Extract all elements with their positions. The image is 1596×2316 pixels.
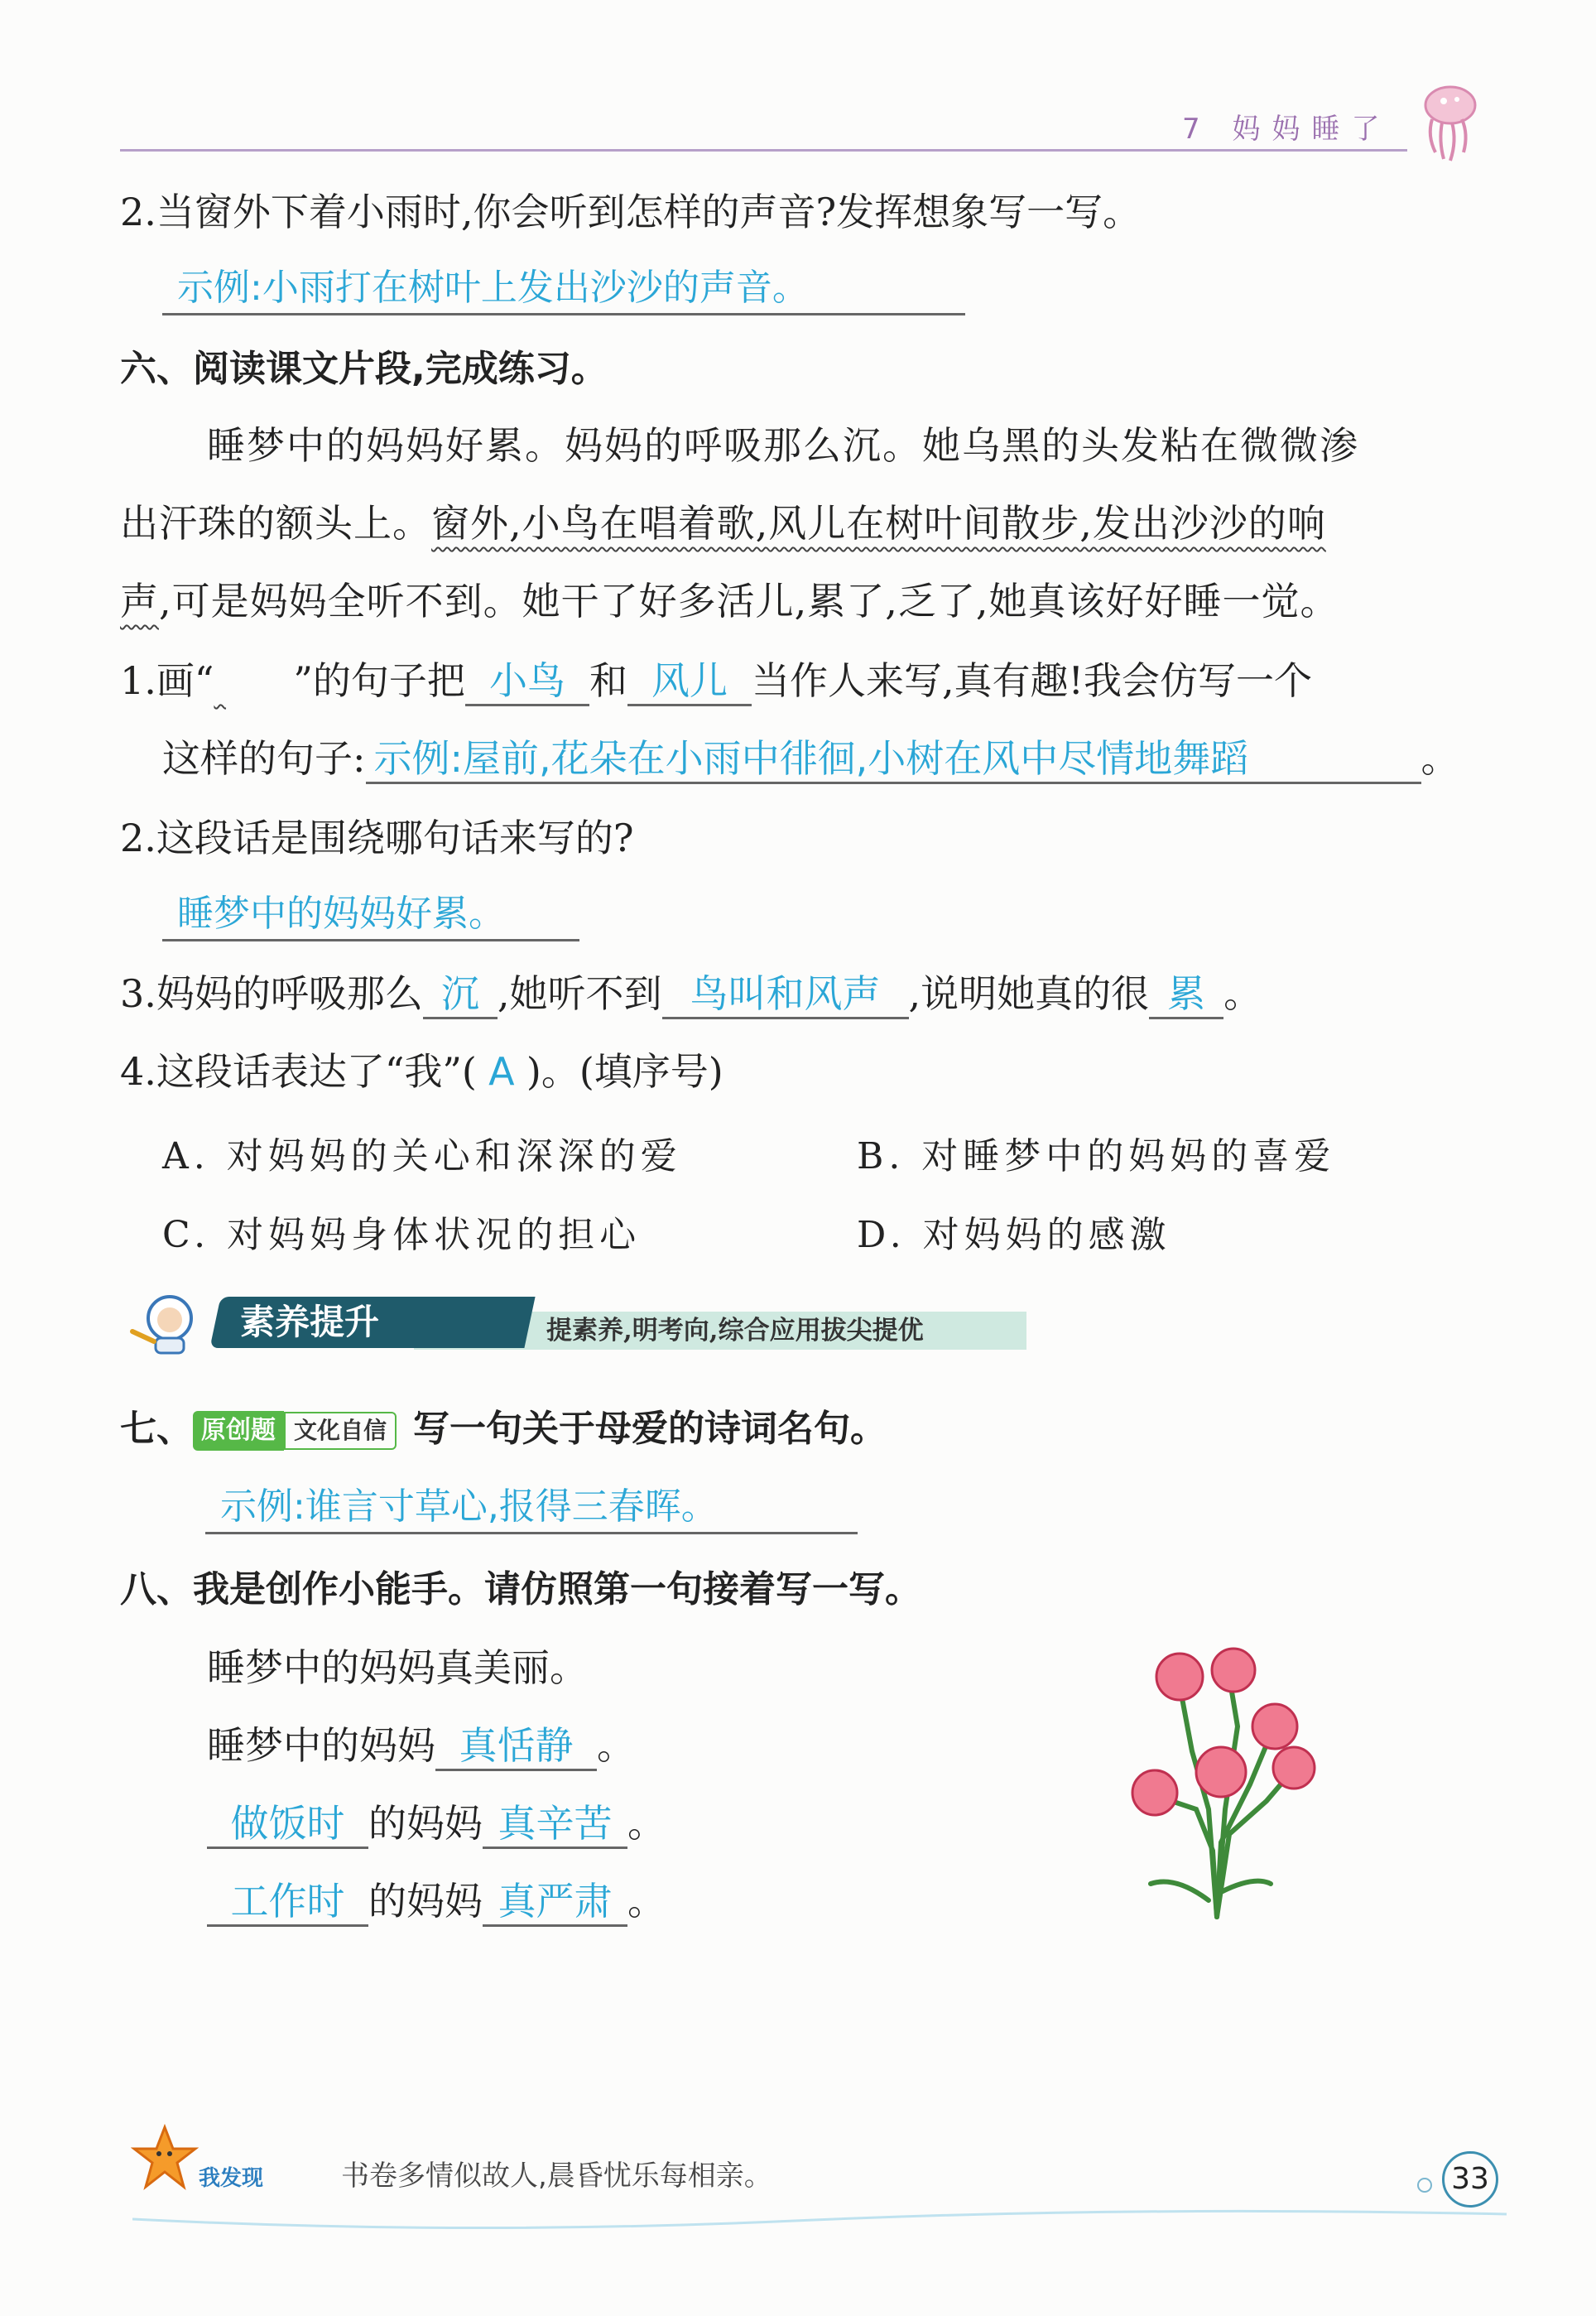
carnation-flowers-illustration (1113, 1627, 1329, 1921)
blank-1[interactable]: 工作时 (207, 1878, 368, 1927)
q-text: 这样的句子: (162, 736, 366, 781)
section-8-line-2 (207, 1721, 635, 1771)
section-7-answer[interactable]: 示例:谁言寸草心,报得三春晖。 (205, 1482, 858, 1534)
section-6-heading: 六、阅读课文片段,完成练习。 (120, 348, 608, 390)
banner-title: 素养提升 (240, 1302, 380, 1342)
question-2-answer[interactable]: 示例:小雨打在树叶上发出沙沙的声音。 (162, 263, 965, 315)
section-6-q3 (120, 969, 1262, 1019)
lesson-title: 7 妈妈睡了 (1182, 113, 1392, 146)
footer-wave (132, 2203, 1507, 2236)
section-8-line-4 (207, 1876, 666, 1927)
original-question-tag: 原创题 (193, 1411, 284, 1451)
blank-1[interactable]: 真恬静 (435, 1722, 597, 1771)
blank-1[interactable]: 沉 (423, 970, 498, 1019)
passage-text: ,可是妈妈全听不到。她干了好多活儿,累了,乏了,她真该好好睡一觉。 (159, 579, 1339, 624)
banner-title-bar (209, 1297, 535, 1348)
section-8-line-3 (207, 1798, 666, 1849)
blank-2[interactable]: 真辛苦 (483, 1800, 627, 1849)
banner-subtitle: 提素养,明考向,综合应用拔尖提优 (546, 1316, 924, 1346)
blank-1[interactable]: 小鸟 (465, 657, 589, 706)
blank-2[interactable]: 风儿 (627, 657, 752, 706)
q-text: 。 (1421, 736, 1459, 781)
q-text: 睡梦中的妈妈 (207, 1723, 435, 1768)
option-c: C. 对妈妈身体状况的担心 (162, 1214, 642, 1256)
option-a: A. 对妈妈的关心和深深的爱 (162, 1135, 682, 1177)
q-text: ”的句子把 (293, 658, 465, 703)
choice-answer[interactable]: A (488, 1049, 515, 1094)
section-8-heading: 八、我是创作小能手。请仿照第一句接着写一写。 (120, 1568, 921, 1611)
q-text: 。 (627, 1879, 666, 1924)
blank-2[interactable]: 真严肃 (483, 1878, 627, 1927)
culture-confidence-tag: 文化自信 (284, 1412, 397, 1450)
q-text: 的妈妈 (368, 1879, 483, 1924)
blank-2[interactable]: 鸟叫和风声 (662, 970, 909, 1019)
q-text: 。 (1223, 971, 1262, 1016)
section-6-q2-answer[interactable]: 睡梦中的妈妈好累。 (162, 889, 579, 941)
blank-1[interactable]: 做饭时 (207, 1800, 368, 1849)
passage-line-3 (120, 576, 1339, 626)
question-2-prompt: 2.当窗外下着小雨时,你会听到怎样的声音?发挥想象写一写。 (120, 190, 1142, 234)
header-rule (120, 149, 1407, 152)
q-text: 3.妈妈的呼吸那么 (120, 971, 423, 1016)
footer-quote: 书卷多情似故人,晨昏忧乐每相亲。 (341, 2160, 772, 2193)
passage-line-1: 睡梦中的妈妈好累。妈妈的呼吸那么沉。她乌黑的头发粘在微微渗 (207, 423, 1359, 468)
bubble-decoration (1417, 2178, 1432, 2193)
wavy-line-sample (214, 656, 293, 705)
q-text: 。 (627, 1801, 666, 1846)
option-b: B. 对睡梦中的妈妈的喜爱 (857, 1135, 1336, 1177)
section-7-title: 写一句关于母爱的诗词名句。 (413, 1408, 887, 1450)
passage-text: 出汗珠的额头上。 (120, 501, 431, 546)
astronaut-icon (124, 1290, 215, 1356)
section-8-line-1: 睡梦中的妈妈真美丽。 (207, 1645, 588, 1690)
section-7-prefix: 七、 (120, 1408, 193, 1450)
starfish-icon (131, 2124, 199, 2192)
section-7-heading (120, 1404, 887, 1454)
discover-label: 我发现 (199, 2166, 264, 2191)
q-text: 当作人来写,真有趣!我会仿写一个 (751, 658, 1313, 703)
wavy-underlined-sentence: 窗外,小鸟在唱着歌,风儿在树叶间散步,发出沙沙的响 (431, 501, 1326, 546)
imitation-sentence-answer[interactable]: 示例:屋前,花朵在小雨中徘徊,小树在风中尽情地舞蹈 (366, 735, 1421, 784)
section-6-q2-prompt: 2.这段话是围绕哪句话来写的? (120, 816, 634, 860)
q-text: 的妈妈 (368, 1801, 483, 1846)
jellyfish-icon (1407, 76, 1490, 167)
q-text: )。(填序号) (526, 1049, 723, 1094)
blank-3[interactable]: 累 (1149, 970, 1223, 1019)
q-text: 4.这段话表达了“我”( (120, 1049, 477, 1094)
section-6-q4 (120, 1047, 723, 1096)
q-text: ,说明她真的很 (908, 971, 1150, 1016)
section-6-q1-line1 (120, 656, 1312, 706)
wavy-underlined-sentence: 声 (120, 579, 159, 624)
q-text: ,她听不到 (497, 971, 662, 1016)
q-text: 和 (589, 658, 627, 703)
page-number: 33 (1442, 2151, 1498, 2208)
passage-line-2 (120, 498, 1326, 548)
q-text: 。 (597, 1723, 635, 1768)
q-text: 1.画“ (120, 658, 214, 703)
section-6-q1-line2 (162, 734, 1459, 784)
option-d: D. 对妈妈的感激 (857, 1214, 1171, 1256)
section-banner (124, 1290, 924, 1356)
